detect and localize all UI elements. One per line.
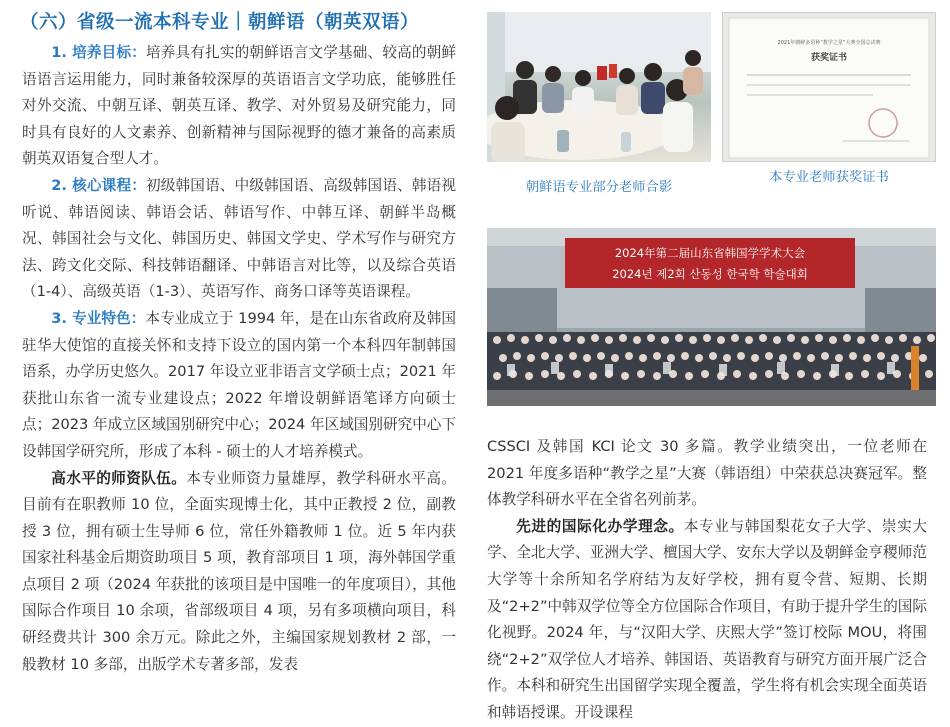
research-cont-text: CSSCI 及韩国 KCI 论文 30 多篇。教学业绩突出，一位老师在 2021 年度多语种“教学之星”大赛（韩语组）中荣获总决赛冠军。整体教学科研水平在全省名列前茅。	[487, 438, 927, 509]
core-courses-text: 初级韩国语、中级韩国语、高级韩国语、韩语视听说、韩语阅读、韩语会话、韩语写作、中韩互译、朝鲜半岛概况、韩国社会与文化、韩国历史、韩国文学史、学术写作与研究方法、跨文化交际、科技韩语翻译、中韩语言对比等，以及综合英语（1-4）、高级英语（1-3）、英语写作、商务口译等英语课程。	[22, 176, 456, 301]
certificate-heading: 获奖证书	[810, 53, 848, 63]
features-text: 本专业成立于 1994 年，是在山东省政府及韩国驻华大使馆的直接关怀和支持下设立的国内第一个本科四年制韩国语系，办学历史悠久。2017 年设立亚非语言文学硕士点；2021 年获批山东省一流专业建设点；2022 年增设朝鲜语笔译方向硕士点；2023 年成立区域国别研究中心；2024 年区域国别研究中心下设韩国学研究所，形成了本科 - 硕士的人才培养模式。	[22, 309, 456, 460]
paragraph-features	[22, 306, 456, 466]
teachers-photo-illustration	[487, 12, 711, 162]
certificate-illustration	[723, 13, 936, 162]
banner-korean-text: 2024년 제2회 산동성 한국학 학술대회	[612, 267, 808, 281]
award-certificate-photo	[722, 12, 936, 162]
teachers-group-photo	[487, 12, 711, 162]
paragraph-research-cont	[487, 434, 927, 514]
training-goal-text: 培养具有扎实的朝鲜语言文学基础、较高的朝鲜语语言运用能力，同时兼备较深厚的英语语言文学功底，能够胜任对外交流、中朝互译、朝英互译、教学、对外贸易及研究能力，同时具有良好的人文素养、创新精神与国际视野的德才兼备的高素质朝英双语复合型人才。	[22, 44, 456, 168]
conference-photo-illustration	[487, 228, 936, 406]
certificate-top-line: 2021年朝鲜多语种“教学之星”大赛全国总决赛	[777, 40, 881, 46]
international-heading: 先进的国际化办学理念。	[516, 517, 684, 535]
award-certificate-caption: 本专业老师获奖证书	[769, 170, 889, 185]
teachers-photo-caption: 朝鲜语专业部分老师合影	[525, 180, 673, 195]
section-title: （六）省级一流本科专业｜朝鲜语（朝英双语）	[20, 12, 420, 33]
features-heading: 3. 专业特色：	[51, 309, 146, 327]
training-goal-heading: 1. 培养目标：	[51, 44, 146, 61]
faculty-heading: 高水平的师资队伍。	[51, 469, 187, 487]
paragraph-training-goal	[22, 40, 456, 173]
paragraph-faculty	[22, 466, 456, 679]
international-text: 本专业与韩国梨花女子大学、崇实大学、全北大学、亚洲大学、檀国大学、安东大学以及朝鲜金亨稷师范大学等十余所知名学府结为友好学校，拥有夏令营、短期、长期及“2+2”中韩双学位等全方位国际合作项目，有助于提升学生的国际化视野。2024 年，与“汉阳大学、庆熙大学”签订校际 MOU，将围绕“2+2”双学位人才培养、韩国语、英语教育与研究方面开展广泛合作。本科和研究生出国留学实现全覆盖，学生将有机会实现全面英语和韩语授课。开设课程	[487, 517, 927, 721]
banner-chinese-text: 2024年第二届山东省韩国学学术大会	[614, 246, 806, 260]
paragraph-international	[487, 514, 927, 727]
right-column	[487, 434, 927, 727]
left-column	[22, 40, 456, 678]
faculty-text: 本专业师资力量雄厚，教学科研水平高。目前有在职教师 10 位，全面实现博士化，其中正教授 2 位，副教授 3 位，拥有硕士生导师 6 位，常任外籍教师 1 位。近 5 年内获国家社科基金后期资助项目 5 项，教育部项目 1 项，海外韩国学重点项目 2 项（2024 年获批的该项目是中国唯一的年度项目），其他国际合作项目 10 余项，省部级项目 4 项，另有多项横向项目，科研经费共计 300 余万元。除此之外，主编国家规划教材 2 部，一般教材 10 多部，出版学术专著多部，发表	[22, 469, 456, 673]
core-courses-heading: 2. 核心课程：	[51, 176, 146, 194]
paragraph-core-courses	[22, 173, 456, 306]
conference-group-photo	[487, 228, 936, 406]
